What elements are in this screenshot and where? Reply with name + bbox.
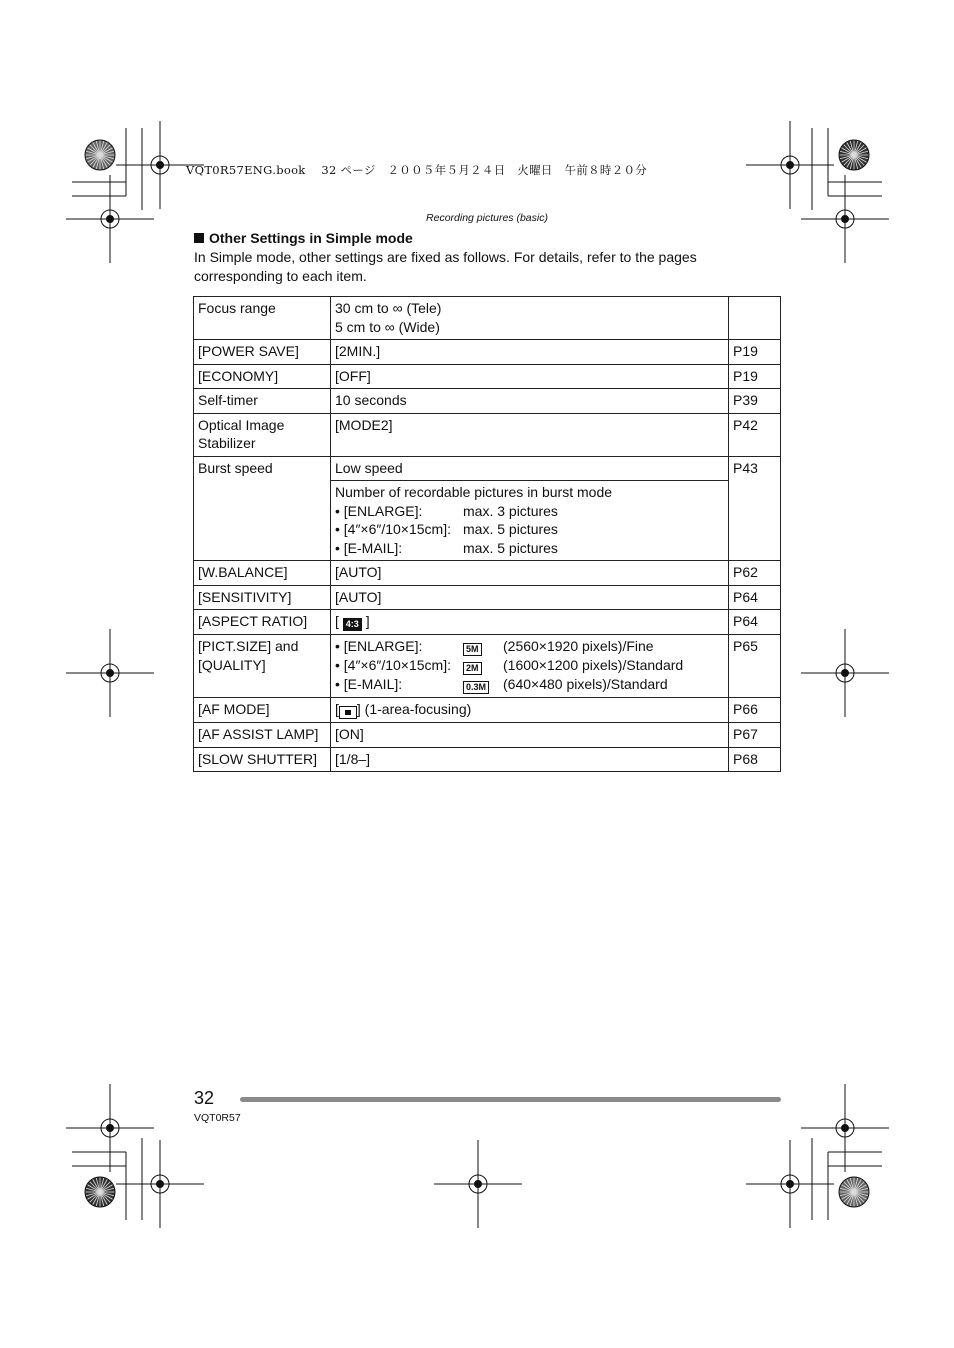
item-value: max. 5 pictures — [463, 539, 558, 556]
setting-value: [1/8–] — [331, 747, 729, 772]
table-row — [194, 610, 781, 635]
setting-value: Low speed — [331, 456, 729, 481]
pict-item — [335, 675, 724, 694]
section-heading — [194, 230, 413, 246]
size-5m-icon: 5M — [463, 643, 482, 656]
page-ref: P65 — [729, 635, 781, 698]
item-name: [ENLARGE]: — [343, 502, 423, 519]
page-ref: P42 — [729, 413, 781, 456]
registration-mark — [116, 1140, 204, 1228]
item-value: max. 5 pictures — [463, 521, 558, 537]
setting-label: [SLOW SHUTTER] — [194, 747, 331, 772]
bracket: ] — [365, 613, 370, 629]
registration-mark — [746, 1140, 834, 1228]
burst-subtitle: Number of recordable pictures in burst mode — [335, 484, 613, 500]
value-line: 30 cm to ∞ (Tele) — [335, 300, 442, 316]
page-ref: P62 — [729, 561, 781, 586]
burst-item — [335, 539, 724, 558]
table-row — [194, 635, 781, 698]
table-row — [194, 561, 781, 586]
setting-value: [ON] — [331, 723, 729, 748]
setting-label: Focus range — [194, 297, 331, 340]
page-ref — [729, 297, 781, 340]
setting-label: Burst speed — [194, 456, 331, 561]
item-value: max. 3 pictures — [463, 502, 558, 519]
page-number: 32 — [194, 1088, 215, 1108]
setting-label: [AF ASSIST LAMP] — [194, 723, 331, 748]
setting-label: [ECONOMY] — [194, 364, 331, 389]
color-target-mark — [839, 1177, 869, 1207]
bullet: • — [335, 521, 340, 537]
pict-item — [335, 637, 724, 656]
setting-label: [W.BALANCE] — [194, 561, 331, 586]
label-line: [PICT.SIZE] and — [198, 638, 299, 654]
table-row — [194, 364, 781, 389]
bracket: [ — [335, 701, 339, 717]
registration-mark — [746, 121, 834, 209]
burst-item — [335, 520, 724, 539]
setting-label: Self-timer — [194, 389, 331, 414]
setting-value — [331, 610, 729, 635]
size-0-3m-icon: 0.3M — [463, 681, 489, 694]
color-target-mark — [85, 140, 115, 170]
section-intro: In Simple mode, other settings are fixed as follows. For details, refer to the pages corresponding to each item. — [194, 249, 697, 284]
page-ref: P67 — [729, 723, 781, 748]
section-heading-text: Other Settings in Simple mode — [209, 230, 413, 246]
bracket: [ — [335, 613, 339, 629]
bullet: • — [335, 502, 340, 519]
setting-label: [ASPECT RATIO] — [194, 610, 331, 635]
setting-value — [331, 297, 729, 340]
af-area-icon — [339, 706, 357, 719]
setting-value: [AUTO] — [331, 585, 729, 610]
item-value: (1600×1200 pixels)/Standard — [503, 657, 684, 673]
item-name: [4″×6″/10×15cm]: — [343, 521, 451, 537]
table-row — [194, 413, 781, 456]
table-row — [194, 340, 781, 365]
page-ref: P19 — [729, 340, 781, 365]
running-title: Recording pictures (basic) — [426, 212, 548, 224]
page-ref: P43 — [729, 456, 781, 561]
table-row — [194, 456, 781, 481]
pict-item — [335, 656, 724, 675]
item-value: (2560×1920 pixels)/Fine — [503, 638, 654, 654]
page-ref: P64 — [729, 585, 781, 610]
table-row — [194, 698, 781, 723]
table-row — [194, 389, 781, 414]
color-target-mark — [839, 140, 869, 170]
value-line: 5 cm to ∞ (Wide) — [335, 318, 440, 335]
page-ref: P19 — [729, 364, 781, 389]
size-2m-icon: 2M — [463, 662, 482, 675]
label-line: Optical Image — [198, 416, 285, 433]
burst-details — [331, 481, 729, 561]
setting-label: [AF MODE] — [194, 698, 331, 723]
aspect-4-3-icon: 4:3 — [343, 618, 362, 631]
setting-value: [AUTO] — [331, 561, 729, 586]
page-ref: P39 — [729, 389, 781, 414]
burst-item — [335, 502, 724, 521]
item-value: (640×480 pixels)/Standard — [503, 676, 668, 692]
registration-mark — [66, 629, 154, 717]
table-row — [194, 585, 781, 610]
bullet: • — [335, 676, 340, 692]
registration-mark — [434, 1140, 522, 1228]
bullet: • — [335, 539, 340, 556]
setting-label: [SENSITIVITY] — [194, 585, 331, 610]
setting-value: [OFF] — [331, 364, 729, 389]
setting-value — [331, 635, 729, 698]
item-name: [ENLARGE]: — [343, 638, 423, 654]
item-name: [E-MAIL]: — [343, 676, 403, 692]
print-header-line: VQT0R57ENG.book 32 ページ ２００５年５月２４日 火曜日 午前８時２０分 — [186, 163, 648, 177]
bullet: • — [335, 638, 340, 654]
page-bar — [240, 1097, 781, 1102]
label-line: Stabilizer — [198, 435, 256, 451]
setting-label — [194, 413, 331, 456]
setting-value: [2MIN.] — [331, 340, 729, 365]
settings-table — [193, 296, 781, 772]
setting-value: [MODE2] — [331, 413, 729, 456]
setting-value: 10 seconds — [331, 389, 729, 414]
af-mode-text: ] (1-area-focusing) — [356, 701, 472, 717]
table-row — [194, 297, 781, 340]
item-name: [E-MAIL]: — [343, 539, 403, 556]
color-target-mark — [85, 1177, 115, 1207]
page-ref: P64 — [729, 610, 781, 635]
setting-label — [194, 635, 331, 698]
item-name: [4″×6″/10×15cm]: — [343, 657, 451, 673]
page-ref: P66 — [729, 698, 781, 723]
setting-value — [331, 698, 729, 723]
registration-mark — [66, 1084, 154, 1172]
square-bullet-icon — [194, 233, 204, 243]
bullet: • — [335, 657, 340, 673]
registration-mark — [801, 629, 889, 717]
table-row — [194, 723, 781, 748]
table-row — [194, 747, 781, 772]
setting-label: [POWER SAVE] — [194, 340, 331, 365]
label-line: [QUALITY] — [198, 656, 266, 673]
document-code: VQT0R57 — [194, 1112, 241, 1124]
page-ref: P68 — [729, 747, 781, 772]
registration-mark — [801, 1084, 889, 1172]
